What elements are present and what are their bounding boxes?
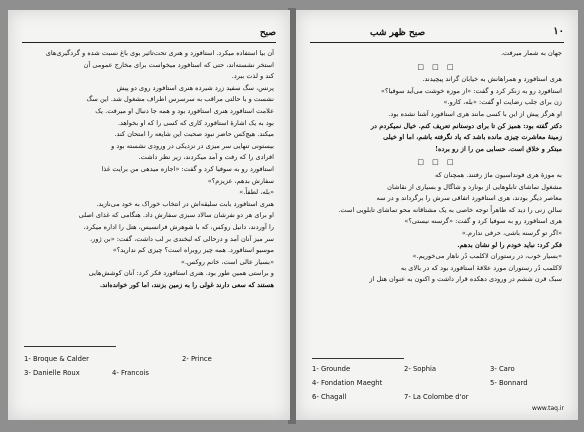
paragraph: استافورد رو به سوفیا کرد و گفت: «اجازه میدهی من برایت غذا xyxy=(101,164,274,173)
footnote: 1- Broque & Calder xyxy=(24,355,89,363)
footnote: 5- Bonnard xyxy=(490,379,528,387)
paragraph: استافورد رو به زنکر کرد و گفت: «از موزه خوشت می‌آید سوفیا؟» xyxy=(380,86,562,95)
paragraph: معاصر دیگر بودند، هری استافورد اتفاقی سرش را برگرداند و در سه xyxy=(376,194,562,203)
footnote: 2- Sophia xyxy=(404,365,437,373)
paragraph: پرنس، سگ سفید زرد شیرده هنری استافورد روی دو پیش xyxy=(116,83,274,92)
paragraph: هنری استافورد بابت سلیقه‌اش در انتخاب خوراک به خود می‌نازید. xyxy=(96,199,274,208)
paragraph: زن برای جلب رضایت او گفت: «بله، کارو.» xyxy=(443,98,562,107)
paragraph: هستند که سعی دارند غولی را به زمین بزنند، اما کور خوانده‌اند. xyxy=(99,280,274,289)
paragraph: استخر نشسته‌اند، حتی که استافورد میخواست برای مخارج عمومی آن xyxy=(83,60,274,69)
paragraph: به موزهٔ هری فونداسیون ماژ رفتند. همچنان که xyxy=(434,170,562,179)
paragraph: آن بیا استفاده میکرد. استافورد و هنری تحت‌تاثیر بوی باغ نسبت شده و گردگیری‌های xyxy=(45,49,274,57)
paragraph: هری استافورد رو به سوفیا کرد و گفت: «گرسنه نیستی؟» xyxy=(404,217,562,226)
right-page xyxy=(296,10,578,420)
paragraph: کند و لذت ببرد. xyxy=(231,72,274,81)
footnote: 2- Prince xyxy=(182,355,212,363)
paragraph: را آوردند، دانیل روکس، که با شوهرش فرانسیس، هتل را اداره میکرد، xyxy=(83,222,274,231)
paragraph: سبک قرن ششم در ورودی دهکده قرار داشت و اکنون به عنوان هتل از xyxy=(369,275,562,284)
paragraph: زمینهٔ معاشرت چیزی مانده باشد که یاد نگرفته باشم، اما او خیلی xyxy=(383,133,562,142)
paragraph: فکر کرد: نباید خودم را لو نشان بدهم. xyxy=(457,240,562,249)
paragraph: بیستونی تنهایی سر میزی در نزدیکی در ورودی نشسته بود و xyxy=(111,141,274,150)
page-number: ١٠ xyxy=(553,26,564,37)
footnote: 4- Fondation Maeght xyxy=(312,379,383,387)
website-url: www.taq.ir xyxy=(532,405,564,412)
paragraph: علامت استافورد هنری استافورد بود و همه جا دنبال او میرفت. یک xyxy=(95,106,274,115)
left-page-body xyxy=(24,48,274,291)
paragraph: میکند. هیچ‌کس حاضر نبود صحبت این شایعه را امتحان کند. xyxy=(114,130,274,139)
paragraph: «بسیار عالی است، خانم روکس.» xyxy=(180,257,274,266)
paragraph: «بله، لطفاً.» xyxy=(239,188,274,197)
paragraph: سفارش بدهم، عزیزم؟» xyxy=(207,176,274,185)
left-page-header xyxy=(22,28,276,43)
paragraph: موسیو استافورد. همه چیز روبراه است؟ چیزی کم ندارید؟» xyxy=(112,246,274,255)
right-page-body xyxy=(312,48,562,286)
paragraph: مشغول تماشای تابلوهایی از بونارد و شاگال و بسیاری از نقاشان xyxy=(387,182,562,191)
section-break: □ □ □ xyxy=(417,62,457,71)
paragraph: و براستی همین طور بود. هنری استافورد فکر کرد: آنان کوشش‌هایی xyxy=(88,269,274,278)
paragraph: او برای هر دو نفرشان سالاد سبزی سفارش داد. هنگامی که غذای اصلی xyxy=(78,211,274,220)
footnote-separator xyxy=(312,358,404,359)
paragraph: او هرگز پیش از این با کسی مانند هری استافورد آشنا نشده بود. xyxy=(388,109,562,118)
footnote: 3- Caro xyxy=(490,365,515,373)
footnote: 3- Danielle Roux xyxy=(24,369,80,377)
left-footnotes xyxy=(24,352,276,380)
paragraph: نشست و با حالتی مراقب به سرسرس اطراف مشغول شد. این سگ xyxy=(86,95,274,104)
footnote: 4- Francois xyxy=(112,369,149,377)
paragraph: «بسیار خوب، در رستوران لاکلمب دُر ناهار می‌خوریم.» xyxy=(412,252,562,261)
left-page xyxy=(8,10,290,420)
right-page-header xyxy=(310,28,564,43)
paragraph: مبتکر و خلاق است. حسابی من را از رو برده! xyxy=(435,144,562,153)
paragraph: افرادی را که رفت و آمد میکردند، زیر نظر داشت. xyxy=(138,153,274,162)
right-header-title: صبح ظهر شب xyxy=(370,28,426,38)
paragraph: جهان به شمار میرفت. xyxy=(500,49,562,57)
footnote: 7- La Colombe d'or xyxy=(404,393,469,401)
right-footnotes xyxy=(312,362,564,404)
footnote: 1- Grounde xyxy=(312,365,351,373)
paragraph: هری استافورد و همراهانش به خیابان گراند پیچیدند. xyxy=(422,75,562,84)
left-header-title: صبح xyxy=(259,28,276,38)
footnote: 6- Chagall xyxy=(312,393,347,401)
paragraph: «اگر تو گرسنه باشی، حرفی ندارم.» xyxy=(461,228,562,237)
footnote-separator xyxy=(24,346,116,347)
paragraph: سر میز آنان آمد و درحالی که لبخندی بر لب داشت، گفت: «بن ژور، xyxy=(90,234,274,243)
paragraph: لاکلمب دُر رستوران مورد علاقهٔ استافورد بود که در بالای به xyxy=(400,263,562,272)
paragraph: بود به یک اشارهٔ استافورد کاری که کسی را که او بخواهد. xyxy=(117,118,274,127)
paragraph: دکتر گفته بود: همیز کن تا برای دوستانم تعریف کنم. خیال نمیکردم در xyxy=(370,121,562,130)
paragraph: سالن زنی را دید که ظاهراً توجه خاصی به یک مشتاقانه محو تماشای تابلویی است. xyxy=(338,205,562,214)
section-break: □ □ □ xyxy=(417,158,457,167)
